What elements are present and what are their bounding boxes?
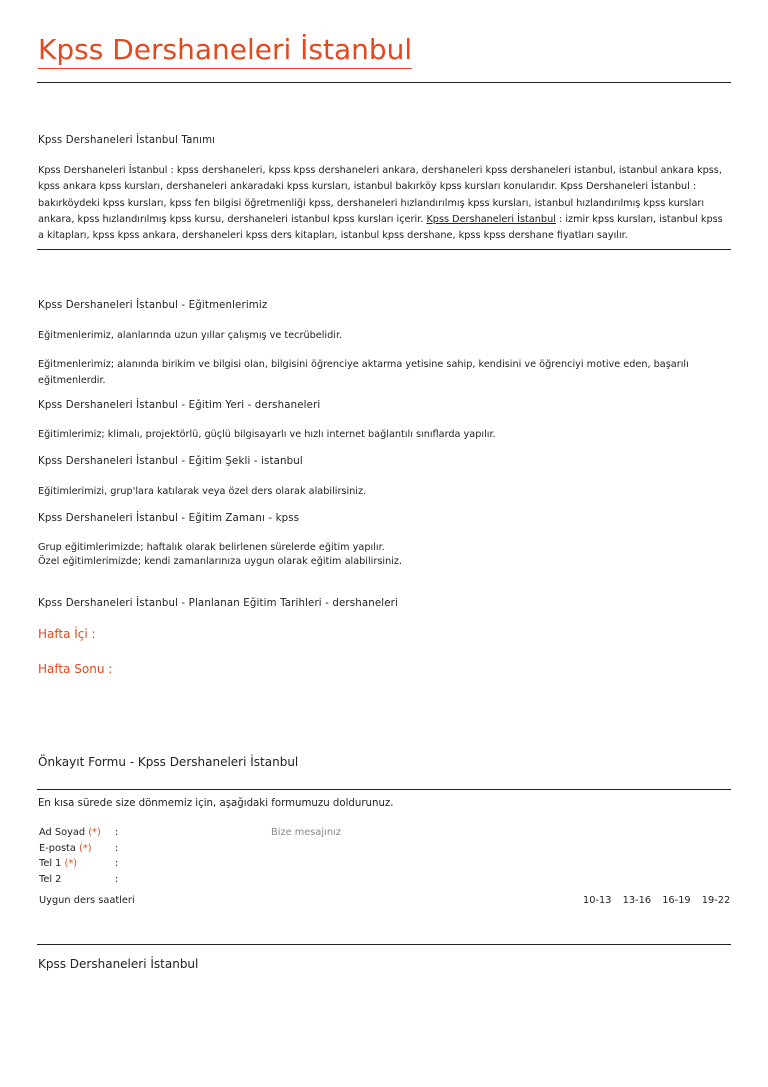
hours-label: Uygun ders saatleri xyxy=(39,895,135,906)
hour-option[interactable]: 16-19 xyxy=(662,895,691,906)
field-colon: : xyxy=(115,858,119,869)
required-mark: (*) xyxy=(88,827,101,838)
intro-heading: Kpss Dershaneleri İstanbul Tanımı xyxy=(38,135,216,146)
field-label: Tel 2 xyxy=(39,874,62,885)
section-text: Özel eğitimlerimizde; kendi zamanlarınıza uygun olarak eğitim alabilirsiniz. xyxy=(38,556,403,567)
section-heading-type: Kpss Dershaneleri İstanbul - Eğitim Şekli - istanbul xyxy=(38,456,303,467)
weekend-label: Hafta Sonu : xyxy=(38,662,113,676)
footer-text: Kpss Dershaneleri İstanbul xyxy=(38,957,199,971)
divider xyxy=(37,944,731,945)
form-intro: En kısa sürede size dönmemiz için, aşağıdaki formumuzu doldurunuz. xyxy=(38,798,394,809)
weekday-label: Hafta İçi : xyxy=(38,627,96,641)
field-label: Ad Soyad xyxy=(39,827,86,838)
page-title: Kpss Dershaneleri İstanbul xyxy=(38,32,412,69)
message-textarea[interactable]: Bize mesajınız xyxy=(271,827,341,838)
field-colon: : xyxy=(115,874,119,885)
section-heading-place: Kpss Dershaneleri İstanbul - Eğitim Yeri - dershaneleri xyxy=(38,400,321,411)
divider xyxy=(37,249,731,250)
section-text: Eğitimlerimiz; klimalı, projektörlü, güçlü bilgisayarlı ve hızlı internet bağlantılı sınıflarda yapılır. xyxy=(38,429,496,440)
section-heading-time: Kpss Dershaneleri İstanbul - Eğitim Zamanı - kpss xyxy=(38,513,300,524)
required-mark: (*) xyxy=(79,843,92,854)
section-text: Eğitmenlerimiz, alanlarında uzun yıllar çalışmış ve tecrübelidir. xyxy=(38,330,343,341)
hour-option[interactable]: 13-16 xyxy=(622,895,652,906)
field-row-tel2[interactable] xyxy=(39,872,61,888)
hours-options xyxy=(575,893,730,909)
section-heading-planned: Kpss Dershaneleri İstanbul - Planlanan Eğitim Tarihleri - dershaneleri xyxy=(38,598,398,609)
divider xyxy=(37,789,731,790)
field-row-tel1[interactable] xyxy=(39,856,77,872)
section-heading-trainers: Kpss Dershaneleri İstanbul - Eğitmenlerimiz xyxy=(38,300,268,311)
field-colon: : xyxy=(115,827,119,838)
intro-paragraph xyxy=(38,163,730,244)
field-label: Tel 1 xyxy=(39,858,62,869)
section-text: Eğitimlerimizi, grup'lara katılarak veya özel ders olarak alabilirsiniz. xyxy=(38,486,367,497)
field-row-name[interactable] xyxy=(39,825,101,841)
intro-text-after: : izmir kpss kursları, istanbul kpss a kitapları, kpss kpss ankara, dershaneleri kpss ders kitapları, istanbul kpss dershane, kpss kpss dershane fiyatları sayılır. xyxy=(38,213,723,242)
intro-text: Kpss Dershaneleri İstanbul : kpss dershaneleri, kpss kpss dershaneleri ankara, dershaneleri kpss dershaneleri istanbul, istanbul ankara kpss, kpss ankara kpss kursları, dershaneleri ankaradaki kpss kursları, istanbul bakırköy kpss kursları konularıdır. Kpss Dershaneleri İstanbul : bakırköydeki kpss kursları, kpss fen bilgisi öğretmenliği kpss, dershaneleri hızlandırılmış kpss kursları, istanbul hızlandırılmış kpss kursları ankara, kpss hızlandırılmış kpss kursu, dershaneleri istanbul kpss kursları içerir. xyxy=(38,165,722,225)
hour-option[interactable]: 19-22 xyxy=(701,895,731,906)
section-text: Eğitmenlerimiz; alanında birikim ve bilgisi olan, bilgisini öğrenciye aktarma yetisine sahip, kendisini ve öğrenciyi motive eden, başarılı eğitmenlerdir. xyxy=(38,359,689,387)
field-colon: : xyxy=(115,843,119,854)
required-mark: (*) xyxy=(64,858,78,869)
section-text: Grup eğitimlerimizde; haftalık olarak belirlenen sürelerde eğitim yapılır. xyxy=(38,542,385,553)
hour-option[interactable]: 10-13 xyxy=(583,895,612,906)
form-heading: Önkayıt Formu - Kpss Dershaneleri İstanbul xyxy=(38,755,299,769)
divider xyxy=(37,82,731,83)
field-label: E-posta xyxy=(39,843,76,854)
field-row-email[interactable] xyxy=(39,841,92,857)
intro-link[interactable]: Kpss Dershaneleri İstanbul xyxy=(426,213,556,225)
